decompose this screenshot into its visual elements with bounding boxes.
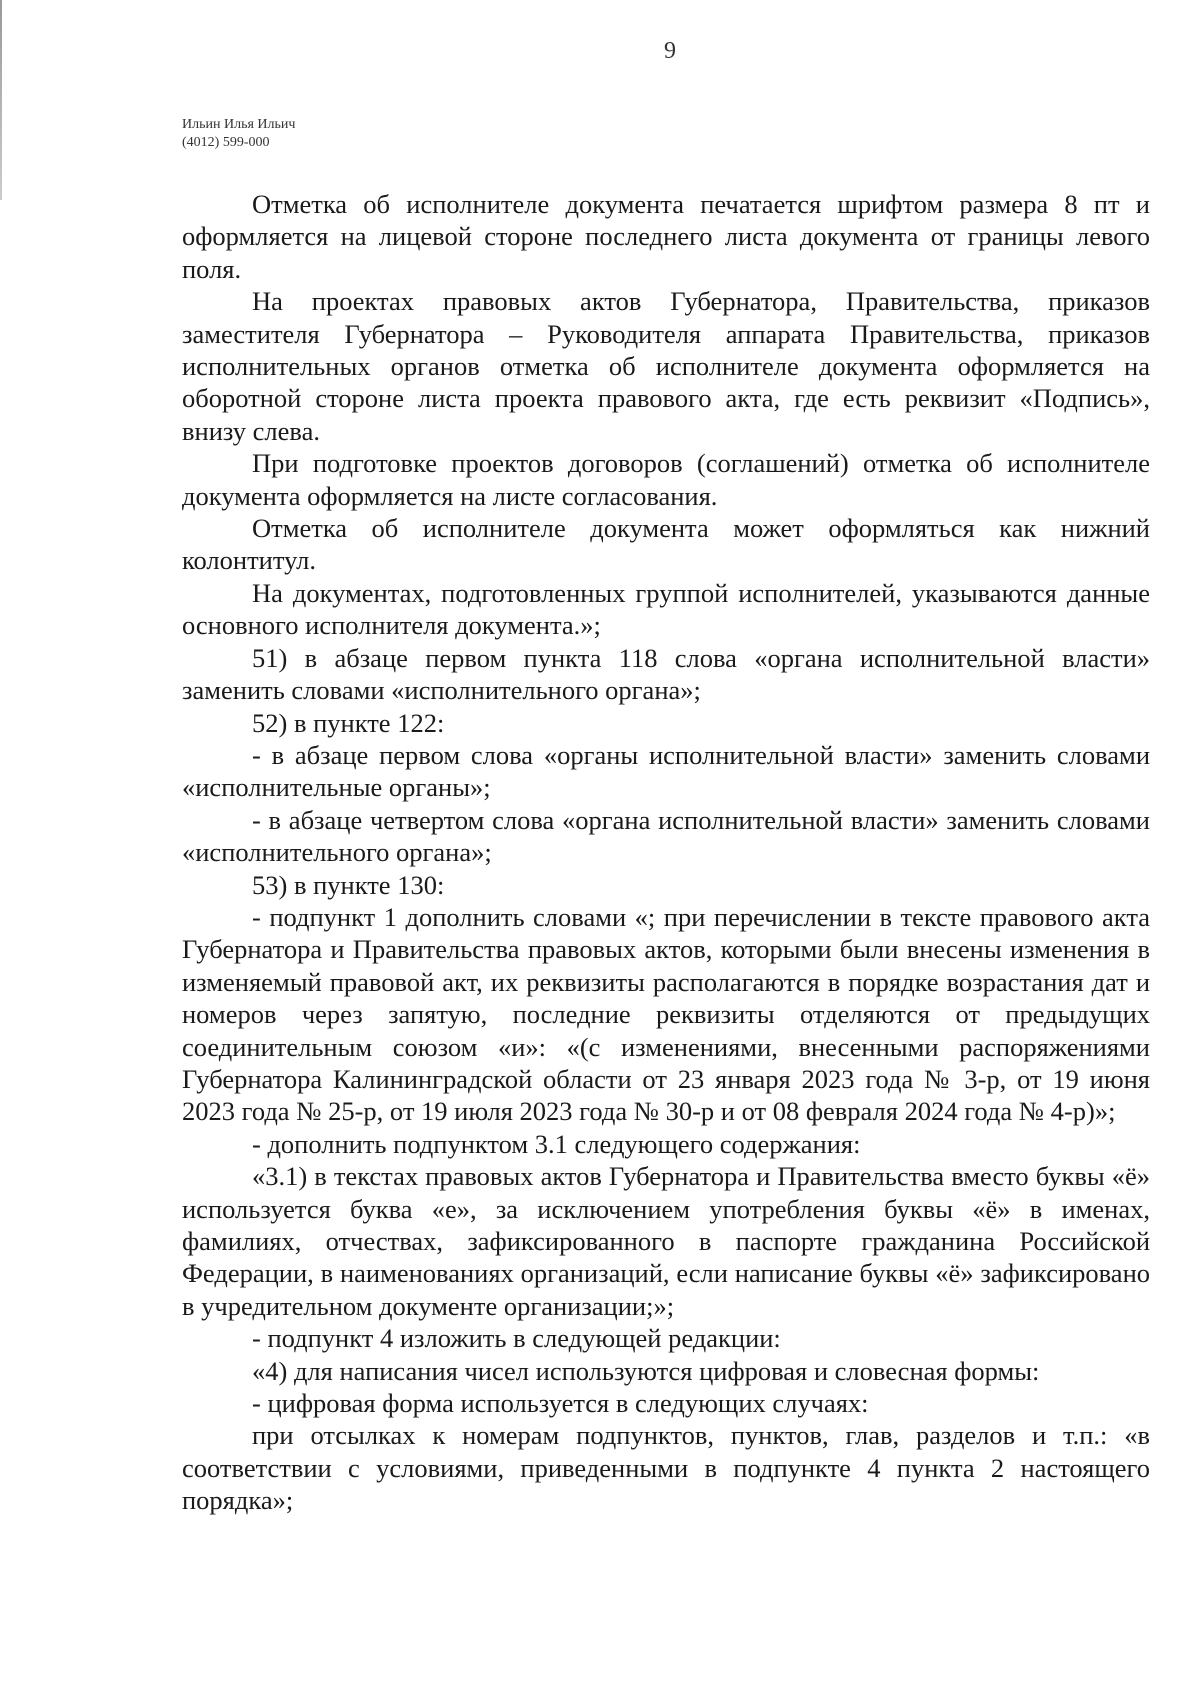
- paragraph: - в абзаце четвертом слова «органа исполнительной власти» заменить словами «исполнительного органа»;: [182, 804, 1150, 868]
- document-body: [182, 188, 1150, 1517]
- paragraph: Отметка об исполнителе документа печатается шрифтом размера 8 пт и оформляется на лицевой стороне последнего листа документа от границы левого поля.: [182, 189, 1150, 284]
- paragraph: при отсылках к номерам подпунктов, пунктов, глав, разделов и т.п.: «в соответствии с условиями, приведенными в подпункте 4 пункта 2 настоящего порядка»;: [182, 1420, 1150, 1516]
- paragraph: На документах, подготовленных группой исполнителей, указываются данные основного исполнителя документа.»;: [182, 577, 1150, 641]
- paragraph: Отметка об исполнителе документа может оформляться как нижний колонтитул.: [182, 513, 1150, 576]
- paragraph: - дополнить подпунктом 3.1 следующего содержания:: [252, 1128, 861, 1159]
- paragraph: - подпункт 1 дополнить словами «; при перечислении в тексте правового акта Губернатора и Правительства правовых актов, которыми были внесены изменения в изменяемый правовой акт, их реквизиты располагаются в порядке возрастания дат и номеров через запятую, последние реквизиты отделяются от предыдущих соединительным союзом «и»: «(с изменениями, внесенными распоряжениями Губернатора Калининградской области от 23 января 2023 года № 3-р, от 19 июня 2023 года № 25-р, от 19 июля 2023 года № 30-р и от 08 февраля 2024 года № 4-р)»;: [182, 901, 1150, 1127]
- paragraph: - в абзаце первом слова «органы исполнительной власти» заменить словами «исполнительные органы»;: [182, 739, 1150, 803]
- executor-block: [182, 116, 295, 152]
- paragraph: «4) для написания чисел используются цифровая и словесная формы:: [252, 1355, 1040, 1386]
- paragraph: 53) в пункте 130:: [252, 869, 445, 900]
- scan-edge-mark: [0, 0, 2, 200]
- paragraph: 52) в пункте 122:: [252, 707, 445, 738]
- paragraph: - цифровая форма используется в следующих случаях:: [252, 1388, 869, 1419]
- paragraph: 51) в абзаце первом пункта 118 слова «органа исполнительной власти» заменить словами «исполнительного органа»;: [182, 642, 1150, 706]
- paragraph: При подготовке проектов договоров (соглашений) отметка об исполнителе документа оформляется на листе согласования.: [182, 448, 1150, 511]
- paragraph: - подпункт 4 изложить в следующей редакции:: [252, 1323, 781, 1354]
- paragraph: «3.1) в текстах правовых актов Губернатора и Правительства вместо буквы «ё» используется буква «е», за исключением употребления буквы «ё» в именах, фамилиях, отчествах, зафиксированного в паспорте гражданина Российской Федерации, в наименованиях организаций, если написание буквы «ё» зафиксировано в учредительном документе организации;»;: [182, 1161, 1150, 1321]
- page-number: 9: [664, 38, 676, 64]
- executor-phone: (4012) 599-000: [182, 135, 270, 150]
- paragraph: На проектах правовых актов Губернатора, Правительства, приказов заместителя Губернатора – Руководителя аппарата Правительства, приказов исполнительных органов отметка об исполнителе документа оформляется на оборотной стороне листа проекта правового акта, где есть реквизит «Подпись», внизу слева.: [182, 286, 1150, 446]
- executor-name: Ильин Илья Ильич: [182, 117, 296, 132]
